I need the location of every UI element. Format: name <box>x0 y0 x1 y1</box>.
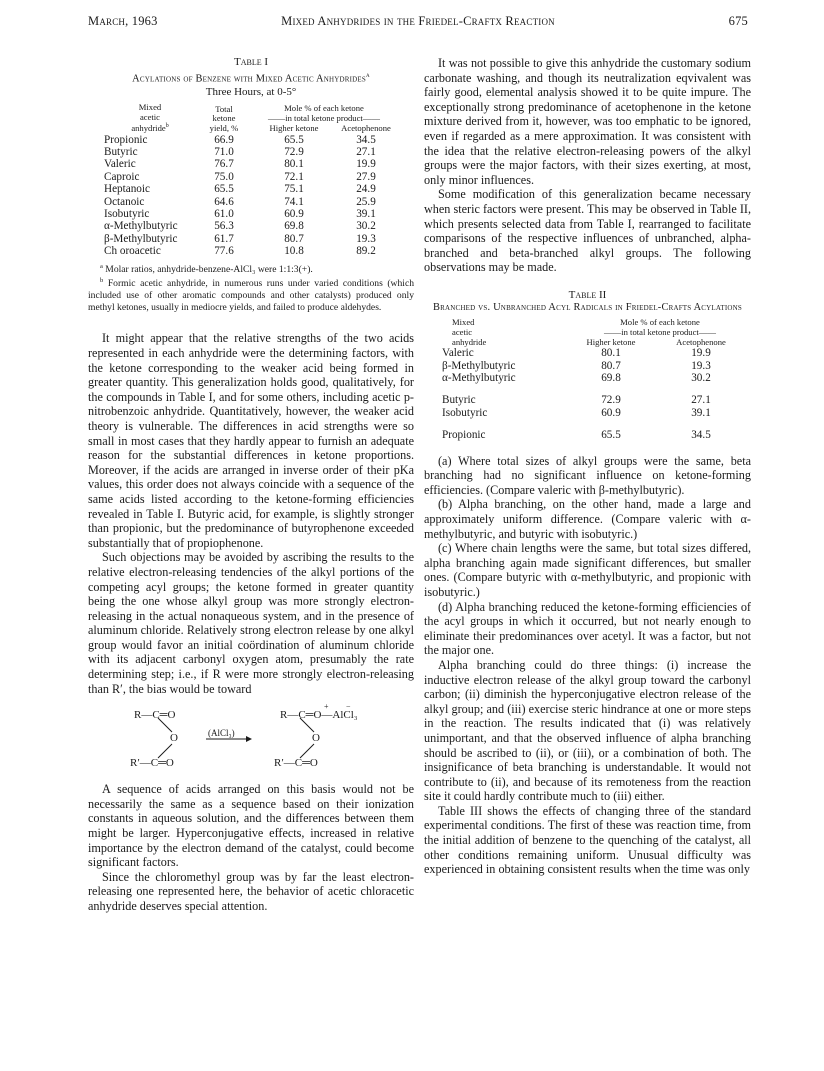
higher-ketone-cell: 69.8 <box>284 220 304 233</box>
table-row <box>104 146 396 158</box>
acetophenone-cell: 30.2 <box>356 220 376 233</box>
table-row <box>104 134 396 146</box>
header-line: Mole % of each ketone <box>620 317 700 328</box>
right-paragraph-2: Some modification of this generalization became necessary when steric factors were present. This may be observed in Table II, which presents selected data from Table I, rearranged to facilitate comparisons of the respective influences of unbranched, alpha-branched and beta-branched alkyl groups. The following observations may be made. <box>424 187 751 275</box>
table-row <box>442 360 750 372</box>
higher-ketone-cell: 80.7 <box>284 232 304 245</box>
table-1-col-higher: Higher ketone <box>269 123 319 134</box>
anhydride-cell: Butyric <box>104 146 138 159</box>
table-1-footnotes <box>88 261 414 314</box>
anhydride-cell: Ch oroacetic <box>104 245 161 258</box>
anhydride-cell: α-Methylbutyric <box>442 372 516 384</box>
observation-a: (a) Where total sizes of alkyl groups were the same, beta branching had no significant influence on ketone-forming efficiencies. (Compare valeric with β-methylbutyric). <box>424 453 751 497</box>
table-2 <box>424 289 751 442</box>
table-row <box>104 196 396 208</box>
right-paragraph-4: Table III shows the effects of changing three of the standard experimental conditions. The first of these was reaction time, from the initial addition of benzene to the quenching of the catalyst, all other conditions remaining uniform. Unusual difficulty was experienced in obtaining consistent results when the time was only <box>424 803 751 877</box>
header-line: ——in total ketone product—— <box>268 112 380 123</box>
higher-ketone-cell: 60.9 <box>601 406 621 419</box>
header-line: yield, % <box>209 123 239 134</box>
anhydride-cell: Heptanoic <box>104 183 150 196</box>
table-row <box>104 171 396 183</box>
left-paragraph-1: It might appear that the relative strengths of the two acids represented in each anhydride were the determining factors, with the ketone corresponding to the weaker acid being formed in greater quantity. This generalization holds good, qualitatively, for the compounds in Table I, and for some others, including acetic p-nitrobenzoic anhydride. Quantitatively, however, the weaker acid theory is vulnerable. The differences in acid strengths were so small in most cases that they hardly appear to furnish an adequate reason for the substantial differences in ketone proportions. Moreover, if the acids are arranged in inverse order of their pKa values, this order does not always coincide with a sequence of the same acids listed according to the ketone-forming efficiencies revealed in Table I. Butyric acid, for example, is slightly stronger than propionic, but the predominance of butyrophenone exceeded substantially that of propiophenone. <box>88 331 414 550</box>
anhydride-cell: Propionic <box>104 133 148 146</box>
right-paragraph-1: It was not possible to give this anhydride the customary sodium carbonate washing, and though its neutralization eqvivalent was fairly good, elemental analysis showed it to be quite impure. The exceptionally strong predominance of acetophenone in the ketone mixture derived from it, however, was too emphatic to be ignored, even if regarded as a mere approximation. It was consistent with the idea that the relative electron-releasing powers of the alkyl groups were the major factors, with their sizes exerting, at most, only minor influences. <box>424 56 751 187</box>
group-spacer <box>442 419 750 429</box>
anhydride-cell: β-Methylbutyric <box>442 359 516 372</box>
product-bridge-oxygen: O <box>312 732 320 745</box>
acetophenone-cell: 19.3 <box>356 232 376 245</box>
acetophenone-cell: 89.2 <box>356 245 376 258</box>
table-1-grid <box>104 103 396 258</box>
acetophenone-cell: 19.9 <box>691 347 711 360</box>
spacer-cell <box>442 384 750 394</box>
table-row <box>104 158 396 170</box>
header-line: Total <box>215 103 233 114</box>
anhydride-cell: Caproic <box>104 170 140 183</box>
higher-ketone-cell: 74.1 <box>284 195 304 208</box>
total-yield-cell: 77.6 <box>214 245 234 258</box>
header-line: Mixed <box>452 317 475 328</box>
table-row <box>442 407 750 419</box>
table-row <box>104 233 396 245</box>
left-column <box>88 56 414 914</box>
anhydride-cell: Isobutyric <box>442 406 488 419</box>
table-1-col-mole <box>252 103 396 123</box>
header-line <box>104 122 196 133</box>
higher-ketone-cell: 69.8 <box>601 372 621 384</box>
anhydride-cell: Propionic <box>442 429 486 442</box>
left-paragraph-2: Such objections may be avoided by ascribing the results to the relative electron-releasing tendencies of the alkyl portions of the competing acyl groups; the ketone formed in greater quantity being the one whose alkyl group was more strongly electron-releasing in the actual nonaqueous system, and in the presence of aluminum chloride. Relatively strong electron release by one alkyl group would favor an initial coördination of aluminum chloride with its adjacent carbonyl oxygen atom, presumably the rate determining step; i.e., if R were more strongly electron-releasing than R′, the bias would be toward <box>88 550 414 696</box>
total-yield-cell: 66.9 <box>214 133 234 146</box>
anhydride-cell: Butyric <box>442 394 476 407</box>
table-2-col-aceto: Acetophenone <box>676 336 726 347</box>
higher-ketone-cell: 65.5 <box>284 133 304 146</box>
table-row <box>442 372 750 384</box>
table-1-header-row <box>104 103 396 123</box>
table-2-col-mixed <box>442 318 570 347</box>
header-note: b <box>165 123 169 130</box>
acetophenone-cell: 24.9 <box>356 183 376 196</box>
acetophenone-cell: 27.1 <box>356 146 376 159</box>
higher-ketone-cell: 10.8 <box>284 245 304 258</box>
observation-d: (d) Alpha branching reduced the ketone-forming efficiencies of the acyl groups in which it occurred, but not nearly enough to eliminate their predominances over acetyl. It was a factor, but not the major one. <box>424 599 751 658</box>
observation-b: (b) Alpha branching, on the other hand, made a large and approximately uniform difference. (Compare valeric with α-methylbutyric, and butyric with isobutyric.) <box>424 497 751 541</box>
reaction-equation <box>88 704 414 778</box>
table-2-col-higher: Higher ketone <box>586 336 636 347</box>
header-text: anhydride <box>131 123 166 134</box>
reactant-top: R—C═O <box>134 709 176 722</box>
table-row <box>442 394 750 406</box>
table-1-label: Table I <box>233 56 269 68</box>
product-plus-charge: + <box>324 702 329 712</box>
acetophenone-cell: 25.9 <box>356 195 376 208</box>
table-row <box>104 245 396 257</box>
higher-ketone-cell: 80.1 <box>284 158 304 171</box>
acetophenone-cell: 19.9 <box>356 158 376 171</box>
table-1-col-mixed <box>104 103 196 134</box>
product-top: R—C═O—AlCl₃ <box>280 709 358 722</box>
footnote-a-text: Molar ratios, anhydride-benzene-AlCl₃ were 1:1:3(+). <box>105 263 313 275</box>
acetophenone-cell: 39.1 <box>356 208 376 221</box>
higher-ketone-cell: 65.5 <box>601 429 621 442</box>
total-yield-cell: 75.0 <box>214 170 234 183</box>
higher-ketone-cell: 80.7 <box>601 359 621 372</box>
running-head-date: March, 1963 <box>88 14 158 28</box>
footnote-a-mark: a <box>100 262 103 270</box>
header-line: anhydride <box>452 336 487 347</box>
header-line: acetic <box>139 111 161 122</box>
running-head <box>88 14 748 32</box>
anhydride-cell: Isobutyric <box>104 208 150 221</box>
running-head-title: Mixed Anhydrides in the Friedel-Craftx Reaction <box>281 14 555 28</box>
table-2-label: Table II <box>568 288 607 301</box>
table-2-grid <box>442 318 750 441</box>
table-1-caption <box>88 69 414 86</box>
table-row <box>442 347 750 359</box>
observation-c: (c) Where chain lengths were the same, but total sizes differed, alpha branching again made significant differences, but smaller ones. (Compare butyric with α-methylbutyric, and propionic with isobutyric.) <box>424 541 751 599</box>
table-1 <box>88 56 414 313</box>
header-line: Mixed <box>138 101 162 112</box>
table-1-col-aceto: Acetophenone <box>341 123 391 134</box>
total-yield-cell: 65.5 <box>214 183 234 196</box>
group-spacer <box>442 384 750 394</box>
header-line: ——in total ketone product—— <box>604 327 716 337</box>
total-yield-cell: 61.7 <box>214 232 234 245</box>
table-row <box>104 208 396 220</box>
table-1-body <box>104 134 396 258</box>
anhydride-cell: Octanoic <box>104 195 145 208</box>
acetophenone-cell: 19.3 <box>691 359 711 372</box>
spacer-cell <box>442 419 750 429</box>
footnote-b <box>88 275 414 313</box>
table-row <box>104 220 396 232</box>
header-line: Mole % of each ketone <box>284 103 364 114</box>
table-1-title: Acylations of Benzene with Mixed Acetic Anhydrides <box>132 73 366 85</box>
anhydride-cell: Valeric <box>104 158 136 171</box>
table-2-body <box>442 347 750 441</box>
table-2-header-row <box>442 318 750 337</box>
acetophenone-cell: 34.5 <box>356 133 376 146</box>
anhydride-cell: Valeric <box>442 347 474 360</box>
higher-ketone-cell: 80.1 <box>601 347 621 360</box>
reactant-bridge-oxygen: O <box>170 732 178 745</box>
table-row <box>442 429 750 441</box>
higher-ketone-cell: 60.9 <box>284 208 304 221</box>
total-yield-cell: 61.0 <box>214 208 234 221</box>
acetophenone-cell: 39.1 <box>691 406 711 419</box>
table-1-subtitle: Three Hours, at 0-5° <box>205 85 297 98</box>
left-paragraph-3: A sequence of acids arranged on this basis would not be necessarily the same as a sequence based on their ionization constants in aqueous solution, and the differences between them might be larger. Hyperconjugative effects, increased in relative importance by the electron demand of the catalyst, could become significant factors. <box>88 782 414 870</box>
higher-ketone-cell: 75.1 <box>284 183 304 196</box>
higher-ketone-cell: 72.1 <box>284 170 304 183</box>
left-paragraph-4: Since the chloromethyl group was by far the least electron-releasing one represented here, the behavior of acetic chloracetic anhydride deserves special attention. <box>88 869 414 914</box>
table-row <box>104 183 396 195</box>
higher-ketone-cell: 72.9 <box>601 394 621 407</box>
product-bottom: R′—C═O <box>274 757 318 770</box>
header-line: ketone <box>212 113 236 124</box>
higher-ketone-cell: 72.9 <box>284 146 304 159</box>
catalyst-label: (AlCl₃) <box>208 728 235 739</box>
acetophenone-cell: 27.9 <box>356 170 376 183</box>
page-number: 675 <box>728 14 748 28</box>
anhydride-cell: α-Methylbutyric <box>104 220 178 233</box>
right-paragraph-3: Alpha branching could do three things: (i) increase the inductive electron release of the alkyl group toward the carbonyl carbon; (ii) diminish the hyperconjugative electron release of the alkyl group; and (iii) exercise steric hindrance at one or more steps in the reaction. The results indicated that (i) was relatively unimportant, and that the observed influence of alpha branching should be ascribed to (ii), or (iii), or a combination of both. The insignificance of beta branching is understandable. It would not contribute to (ii), and because of its remoteness from the reaction site it could hardly contribute much to (iii) either. <box>424 657 751 804</box>
footnote-b-text: Formic acetic anhydride, in numerous runs under varied conditions (which included use of other aromatic compounds and other catalysts) produced only methyl ketones, usually in mediocre yields, and failed to produce aldehydes. <box>88 278 415 313</box>
acetophenone-cell: 34.5 <box>691 429 711 442</box>
header-line: acetic <box>452 327 473 337</box>
total-yield-cell: 56.3 <box>214 220 234 233</box>
acetophenone-cell: 30.2 <box>691 372 711 384</box>
product-minus-charge: − <box>346 702 351 712</box>
total-yield-cell: 71.0 <box>214 146 234 159</box>
table-1-col-total <box>196 103 252 134</box>
table-1-title-note: a <box>366 71 370 79</box>
total-yield-cell: 76.7 <box>214 158 234 171</box>
table-2-col-mole <box>570 318 750 337</box>
acetophenone-cell: 27.1 <box>691 394 711 407</box>
table-2-title: Branched vs. Unbranched Acyl Radicals in Friedel-Crafts Acylations <box>433 301 742 313</box>
total-yield-cell: 64.6 <box>214 195 234 208</box>
footnote-a <box>88 261 414 276</box>
reactant-bottom: R′—C═O <box>130 757 174 770</box>
anhydride-cell: β-Methylbutyric <box>104 232 178 245</box>
right-column <box>424 56 751 877</box>
footnote-b-mark: b <box>100 277 104 285</box>
